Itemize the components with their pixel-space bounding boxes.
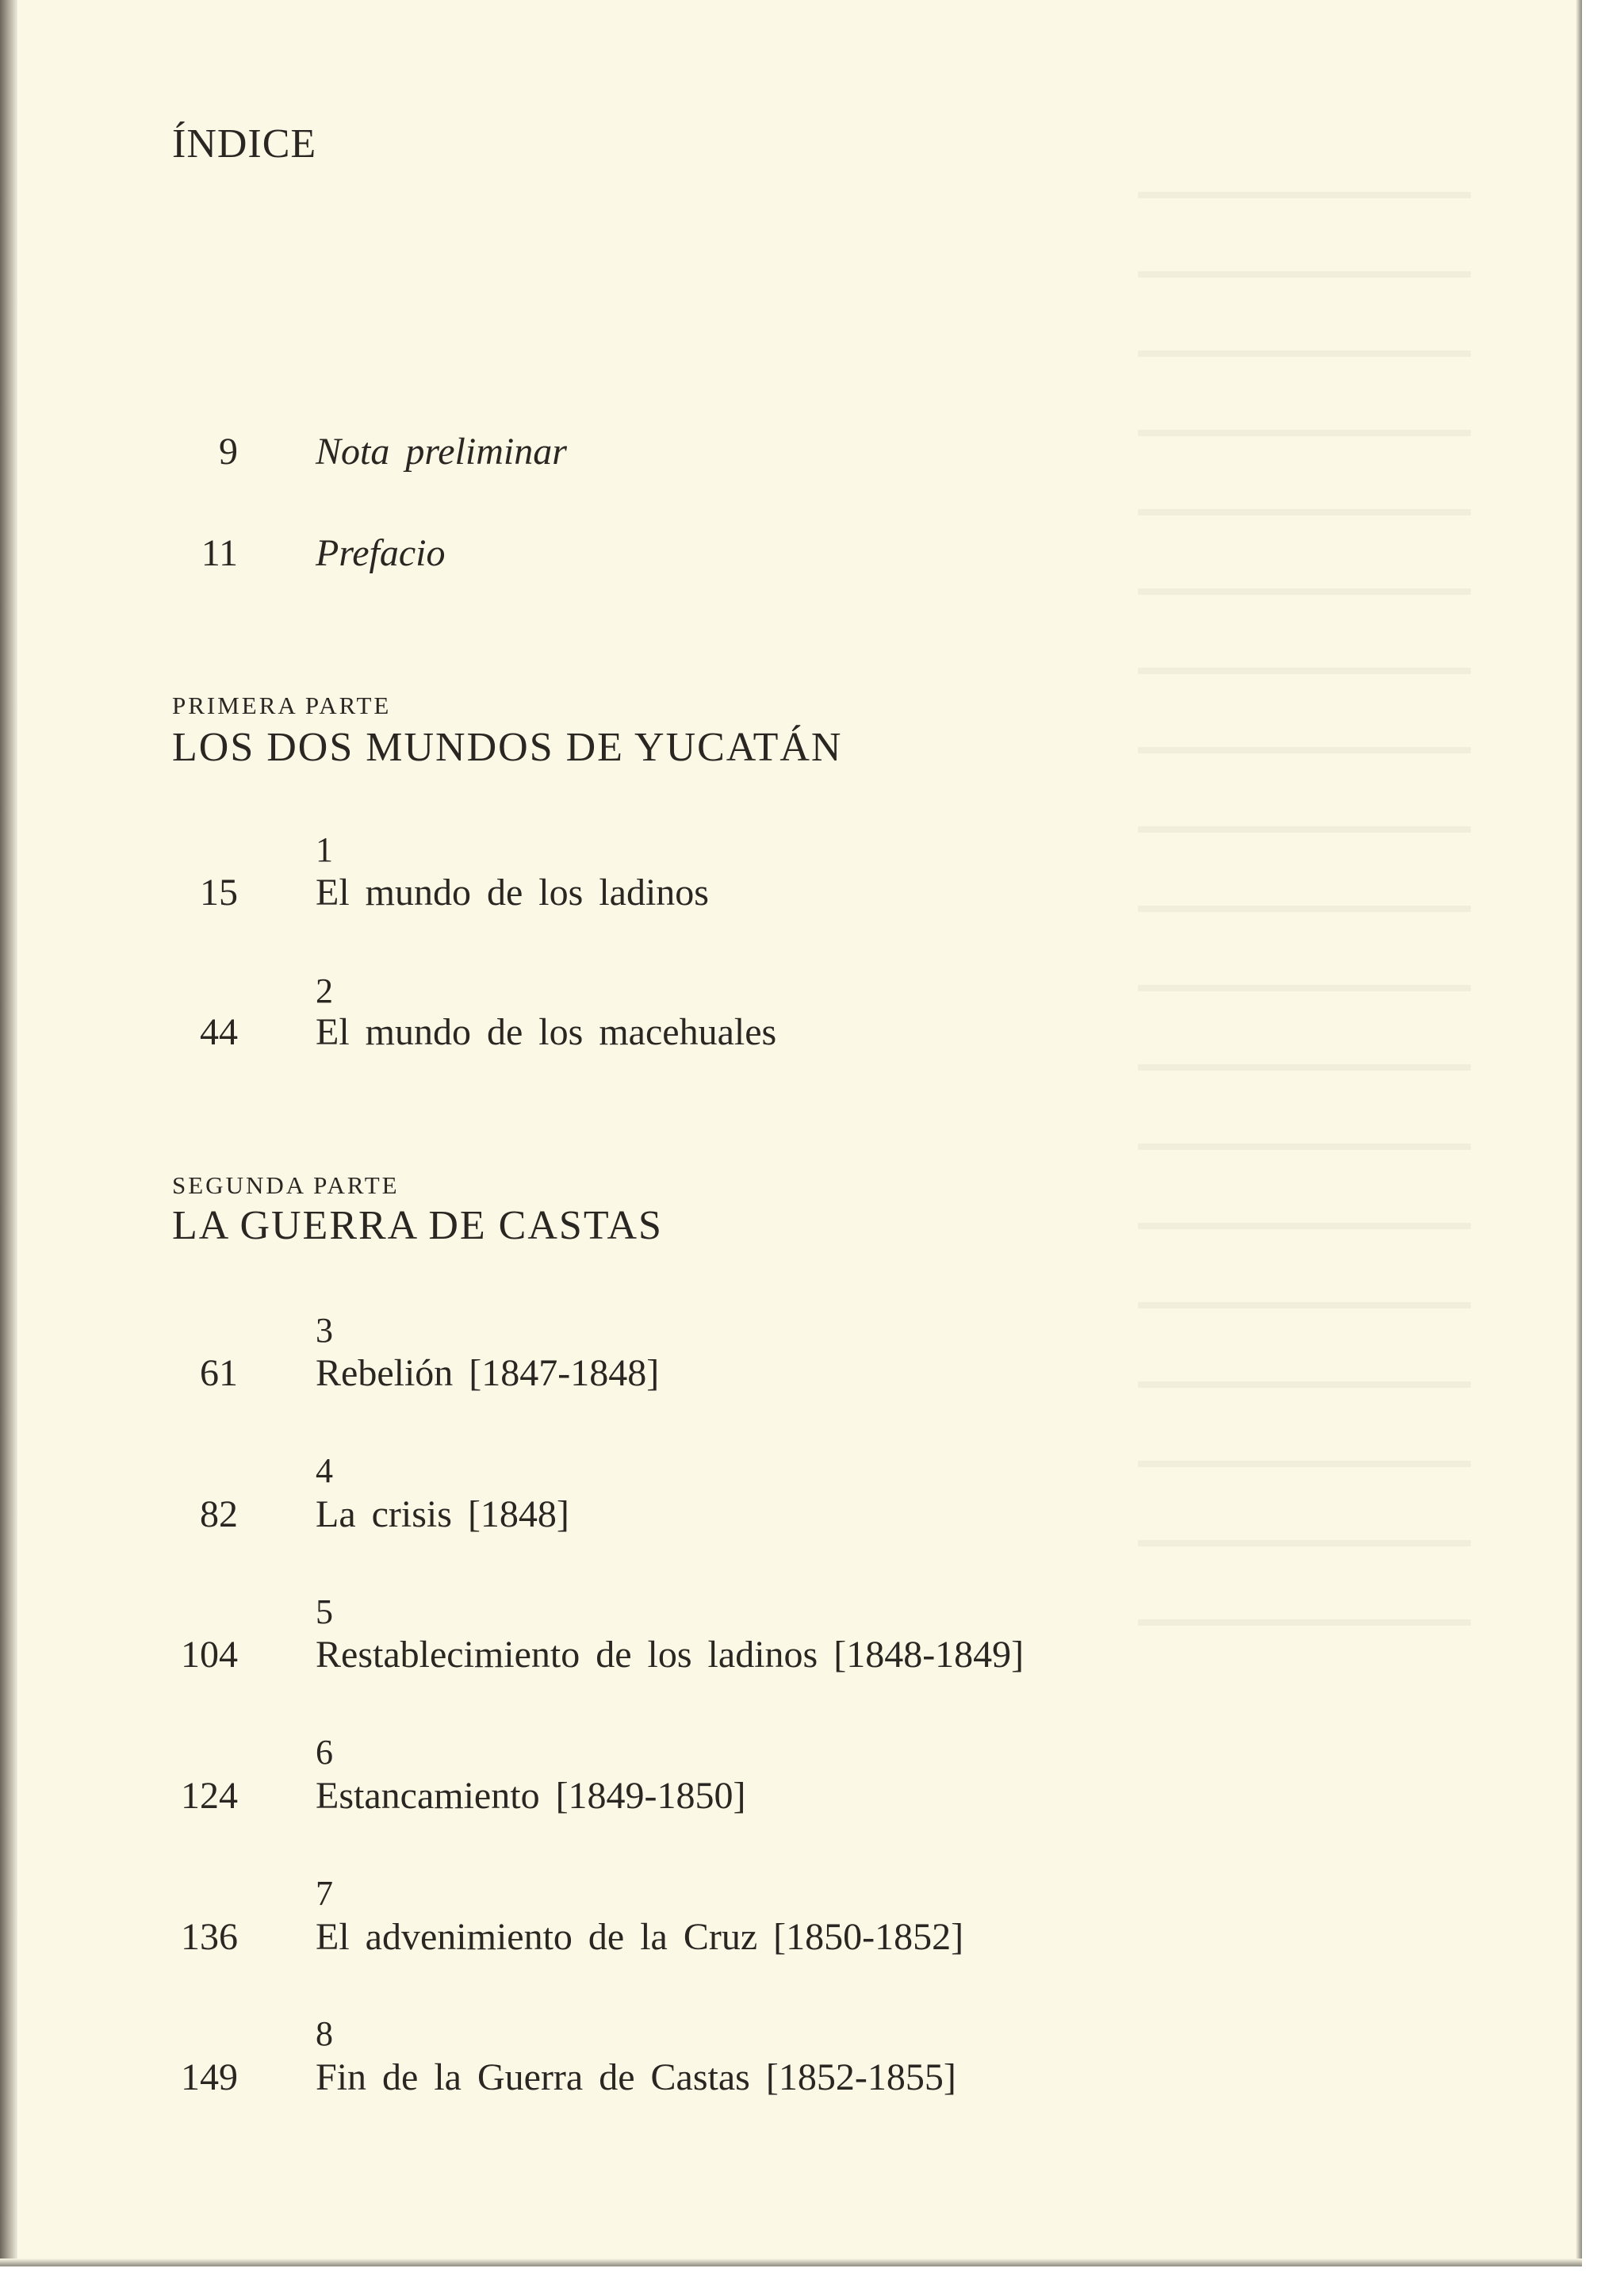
front-entry-page: 11 — [201, 532, 238, 574]
chapter-page: 136 — [181, 1916, 238, 1958]
page-right-edge — [1576, 0, 1582, 2266]
chapter-number: 1 — [316, 830, 333, 869]
chapter-number: 8 — [316, 2014, 333, 2053]
chapter-title: El mundo de los ladinos — [316, 872, 709, 914]
chapter-number: 2 — [316, 971, 333, 1010]
chapter-title: El advenimiento de la Cruz [1850-1852] — [316, 1916, 964, 1958]
part-title: LOS DOS MUNDOS DE YUCATÁN — [172, 725, 843, 770]
chapter-title: La crisis [1848] — [316, 1493, 569, 1535]
chapter-title: Restablecimiento de los ladinos [1848-1849] — [316, 1634, 1025, 1676]
chapter-number: 6 — [316, 1733, 333, 1772]
chapter-page: 104 — [181, 1634, 238, 1676]
front-entry-page: 9 — [219, 431, 238, 473]
chapter-page: 124 — [181, 1775, 238, 1817]
chapter-title: Rebelión [1847-1848] — [316, 1352, 660, 1394]
front-entry-title: Nota preliminar — [316, 431, 567, 473]
chapter-number: 4 — [316, 1451, 333, 1490]
show-through-text — [1138, 119, 1471, 1673]
page-bottom-edge — [0, 2259, 1582, 2266]
part-title: LA GUERRA DE CASTAS — [172, 1203, 663, 1248]
front-entry-title: Prefacio — [316, 532, 446, 574]
chapter-number: 3 — [316, 1311, 333, 1350]
chapter-page: 44 — [200, 1011, 238, 1053]
page-binding-shadow — [0, 0, 17, 2266]
part-label: SEGUNDA PARTE — [172, 1171, 400, 1199]
chapter-number: 7 — [316, 1874, 333, 1913]
chapter-page: 15 — [200, 872, 238, 914]
chapter-number: 5 — [316, 1592, 333, 1631]
chapter-title: Estancamiento [1849-1850] — [316, 1775, 746, 1817]
chapter-page: 61 — [200, 1352, 238, 1394]
chapter-page: 149 — [181, 2056, 238, 2098]
page-title: ÍNDICE — [172, 121, 317, 167]
part-label: PRIMERA PARTE — [172, 692, 392, 719]
chapter-page: 82 — [200, 1493, 238, 1535]
chapter-title: El mundo de los macehuales — [316, 1011, 777, 1053]
chapter-title: Fin de la Guerra de Castas [1852-1855] — [316, 2056, 956, 2098]
